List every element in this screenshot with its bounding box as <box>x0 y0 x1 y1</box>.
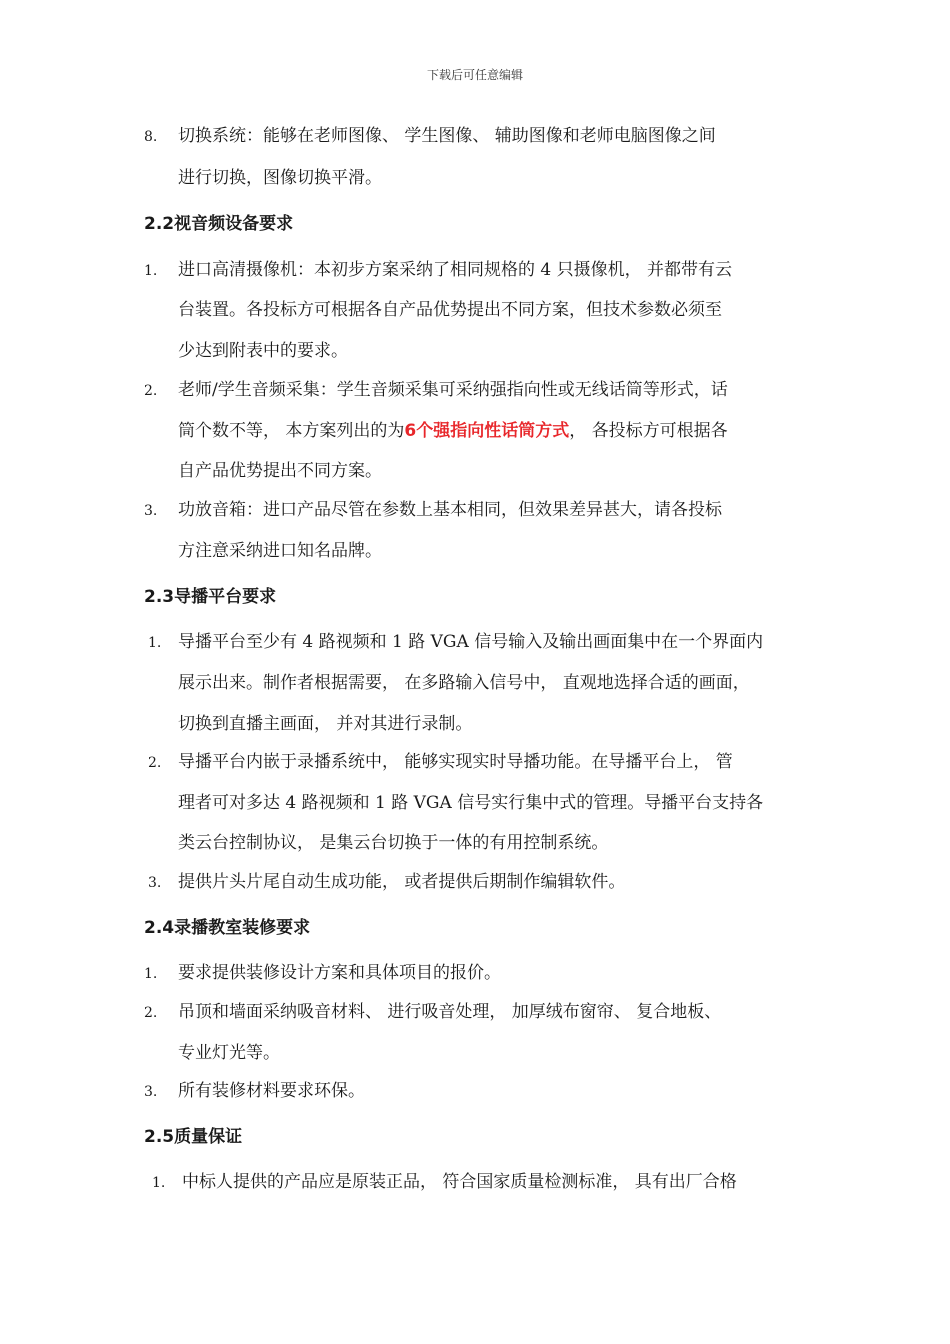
paragraph-line: 台装置。各投标方可根据各自产品优势提出不同方案，但技术参数必须至 <box>178 300 722 320</box>
paragraph-line: 理者可对多达 4 路视频和 1 路 VGA 信号实行集中式的管理。导播平台支持各 <box>178 793 764 813</box>
page-header: 下载后可任意编辑 <box>426 68 523 82</box>
list-number: 8. <box>144 129 158 145</box>
paragraph-text: 筒个数不等， 本方案列出的为 <box>178 421 405 441</box>
paragraph-text: ， 各投标方可根据各 <box>569 421 728 441</box>
highlighted-text: 6个强指向性话筒方式 <box>404 421 570 441</box>
list-number: 1. <box>144 966 158 982</box>
list-number: 2. <box>148 755 162 771</box>
paragraph-line: 自产品优势提出不同方案。 <box>178 461 382 481</box>
paragraph-line: 类云台控制协议， 是集云台切换于一体的有用控制系统。 <box>178 833 609 853</box>
paragraph-line: 展示出来。制作者根据需要， 在多路输入信号中， 直观地选择合适的画面， <box>178 673 750 693</box>
section-heading: 2.5质量保证 <box>144 1127 243 1147</box>
list-number: 3. <box>144 1084 158 1100</box>
paragraph-line: 要求提供装修设计方案和具体项目的报价。 <box>178 963 501 983</box>
paragraph-line: 切换系统：能够在老师图像、 学生图像、 辅助图像和老师电脑图像之间 <box>178 126 716 146</box>
list-number: 3. <box>148 875 162 891</box>
list-number: 1. <box>144 263 158 279</box>
paragraph-line: 功放音箱：进口产品尽管在参数上基本相同，但效果差异甚大，请各投标 <box>178 500 722 520</box>
list-number: 1. <box>152 1175 166 1191</box>
paragraph-line: 提供片头片尾自动生成功能， 或者提供后期制作编辑软件。 <box>178 872 626 892</box>
section-heading: 2.3导播平台要求 <box>144 587 277 607</box>
paragraph-line: 少达到附表中的要求。 <box>178 341 348 361</box>
paragraph-line: 导播平台内嵌于录播系统中， 能够实现实时导播功能。在导播平台上， 管 <box>178 752 733 772</box>
paragraph-line: 进行切换，图像切换平滑。 <box>178 168 382 188</box>
list-number: 2. <box>144 383 158 399</box>
list-number: 1. <box>148 635 162 651</box>
list-number: 2. <box>144 1005 158 1021</box>
paragraph-line: 老师/学生音频采集：学生音频采集可采纳强指向性或无线话筒等形式，话 <box>178 380 728 400</box>
paragraph-line <box>178 421 728 441</box>
paragraph-line: 导播平台至少有 4 路视频和 1 路 VGA 信号输入及输出画面集中在一个界面内 <box>178 632 764 652</box>
section-heading: 2.4录播教室装修要求 <box>144 918 311 938</box>
paragraph-line: 专业灯光等。 <box>178 1043 280 1063</box>
paragraph-line: 方注意采纳进口知名品牌。 <box>178 541 382 561</box>
paragraph-line: 吊顶和墙面采纳吸音材料、 进行吸音处理， 加厚绒布窗帘、 复合地板、 <box>178 1002 722 1022</box>
paragraph-line: 进口高清摄像机：本初步方案采纳了相同规格的 4 只摄像机， 并都带有云 <box>178 260 733 280</box>
paragraph-line: 切换到直播主画面， 并对其进行录制。 <box>178 714 473 734</box>
paragraph-line: 中标人提供的产品应是原装正品， 符合国家质量检测标准， 具有出厂合格 <box>182 1172 737 1192</box>
list-number: 3. <box>144 503 158 519</box>
paragraph-line: 所有装修材料要求环保。 <box>178 1081 365 1101</box>
section-heading: 2.2视音频设备要求 <box>144 214 294 234</box>
